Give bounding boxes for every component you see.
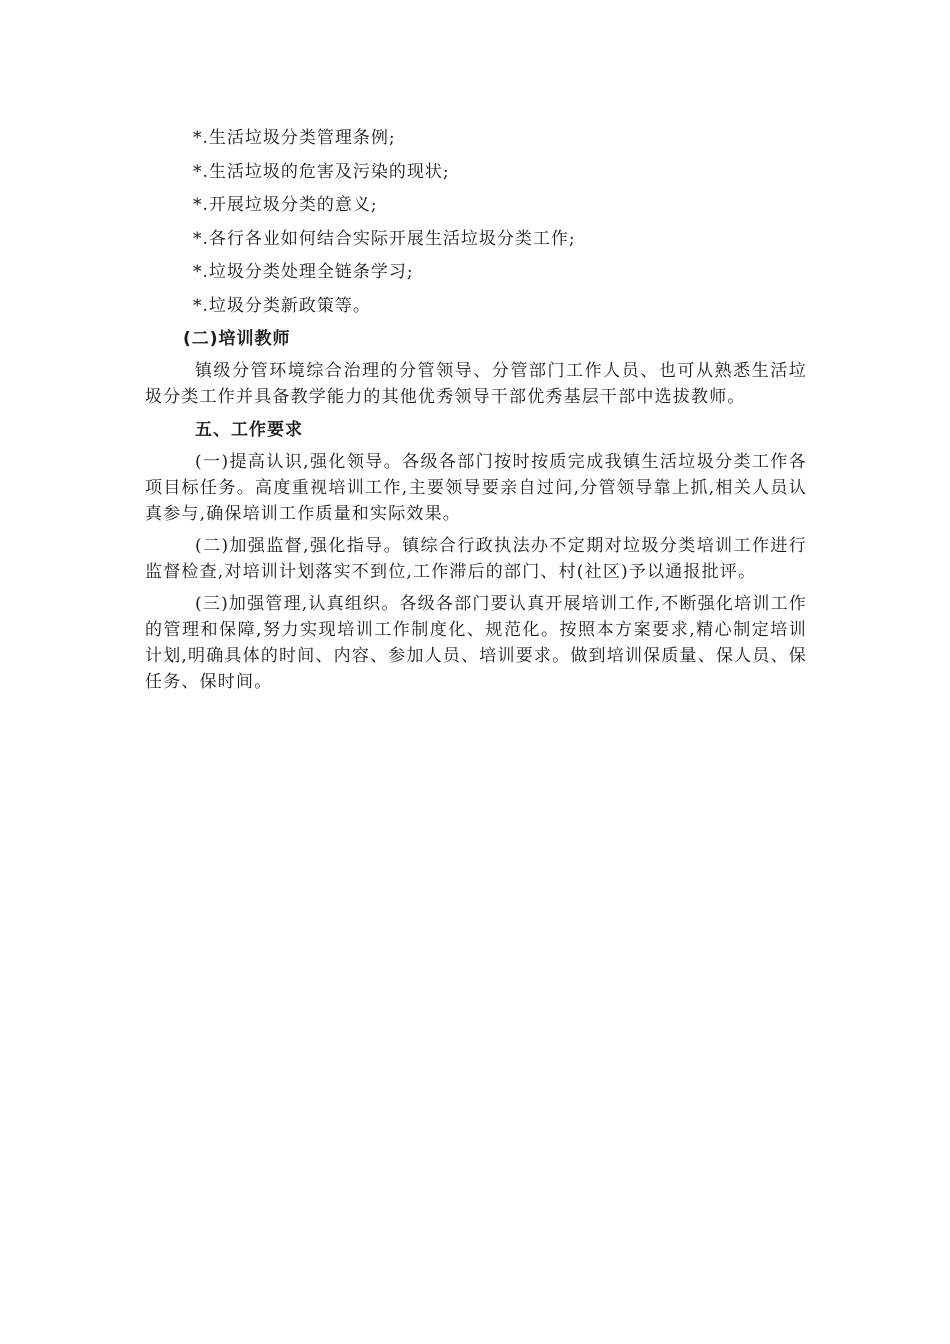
body-paragraph: (一)提高认识,强化领导。各级各部门按时按质完成我镇生活垃圾分类工作各项目标任务。高度重视培训工作,主要领导要亲自过问,分管领导靠上抓,相关人员认真参与,确保培训工作质量和实际效果。 — [145, 452, 807, 524]
body-paragraph: (三)加强管理,认真组织。各级各部门要认真开展培训工作,不断强化培训工作的管理和保障,努力实现培训工作制度化、规范化。按照本方案要求,精心制定培训计划,明确具体的时间、内容、参加人员、培训要求。做到培训保质量、保人员、保任务、保时间。 — [145, 594, 807, 692]
section-heading: 五、工作要求 — [195, 420, 303, 440]
body-paragraph: 镇级分管环境综合治理的分管领导、分管部门工作人员、也可从熟悉生活垃圾分类工作并具备教学能力的其他优秀领导干部优秀基层干部中选拔教师。 — [145, 361, 807, 407]
bullet-item: *.生活垃圾分类管理条例; — [193, 128, 396, 148]
bullet-item: *.垃圾分类处理全链条学习; — [193, 262, 414, 282]
section-subheading: (二)培训教师 — [183, 329, 291, 349]
bullet-item: *.各行各业如何结合实际开展生活垃圾分类工作; — [193, 228, 576, 249]
bullet-item: *.开展垃圾分类的意义; — [193, 195, 378, 215]
document-body — [145, 122, 807, 695]
bullet-item: *.生活垃圾的危害及污染的现状; — [193, 161, 450, 182]
body-paragraph: (二)加强监督,强化指导。镇综合行政执法办不定期对垃圾分类培训工作进行监督检查,对培训计划落实不到位,工作滞后的部门、村(社区)予以通报批评。 — [145, 536, 807, 582]
bullet-item: *.垃圾分类新政策等。 — [193, 295, 371, 316]
